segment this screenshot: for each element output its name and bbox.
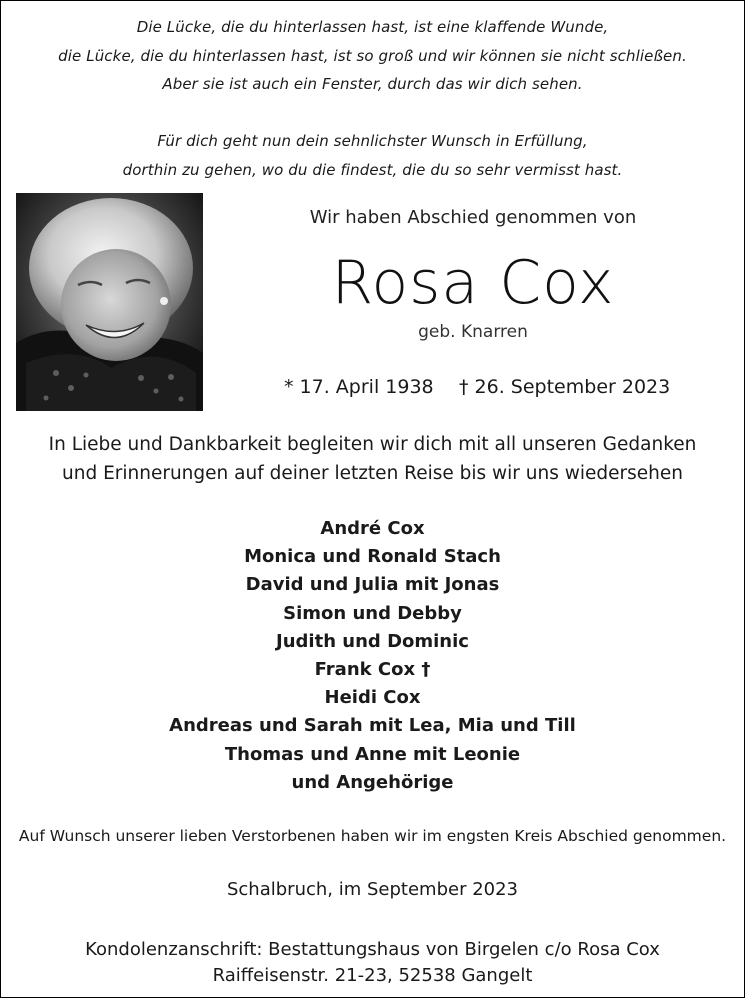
message-line: In Liebe und Dankbarkeit begleiten wir dich mit all unseren Gedanken [48,434,697,455]
poem-line: Für dich geht nun dein sehnlichster Wunsch in Erfüllung, [157,132,588,150]
intro-text: Wir haben Abschied genommen von [309,207,637,228]
birth-date: * 17. April 1938 [284,376,434,398]
place-date: Schalbruch, im September 2023 [226,879,519,900]
mourner-name: David und Julia mit Jonas [245,574,500,596]
deceased-name: Rosa Cox [331,248,615,318]
poem-line: die Lücke, die du hinterlassen hast, ist so groß und wir können sie nicht schließen. [58,46,687,65]
mourner-name: André Cox [320,518,425,539]
mourner-name: Frank Cox † [314,659,431,681]
poem-line: dorthin zu gehen, wo du die findest, die du so sehr vermisst hast. [122,160,623,179]
poem-line: Die Lücke, die du hinterlassen hast, ist eine klaffende Wunde, [136,18,609,36]
mourner-name: Simon und Debby [283,602,462,624]
mourners-list [1,515,744,797]
poem-line [1,99,744,128]
poem [1,13,744,184]
portrait-photo [16,193,203,411]
mourner-name: Monica und Ronald Stach [244,546,501,568]
mourner-name: Andreas und Sarah mit Lea, Mia und Till [169,715,576,737]
condolence-line-1: Kondolenzanschrift: Bestattungshaus von Birgelen c/o Rosa Cox [85,939,660,960]
maiden-name: geb. Knarren [418,322,528,342]
message-line: und Erinnerungen auf deiner letzten Reise bis wir uns wiedersehen [62,462,683,484]
mourner-name: Heidi Cox [324,687,421,709]
condolence-line-2: Raiffeisenstr. 21-23, 52538 Gangelt [212,965,533,986]
mourner-name: Thomas und Anne mit Leonie [224,743,521,765]
mourner-name: Judith und Dominic [276,630,469,652]
condolence-address [1,937,744,989]
portrait-image [16,193,203,411]
mourner-name: und Angehörige [291,771,454,793]
death-date: † 26. September 2023 [459,376,671,398]
private-funeral-note: Auf Wunsch unserer lieben Verstorbenen haben wir im engsten Kreis Abschied genommen. [18,827,727,845]
poem-line: Aber sie ist auch ein Fenster, durch das wir dich sehen. [162,75,583,93]
farewell-message [1,431,744,488]
